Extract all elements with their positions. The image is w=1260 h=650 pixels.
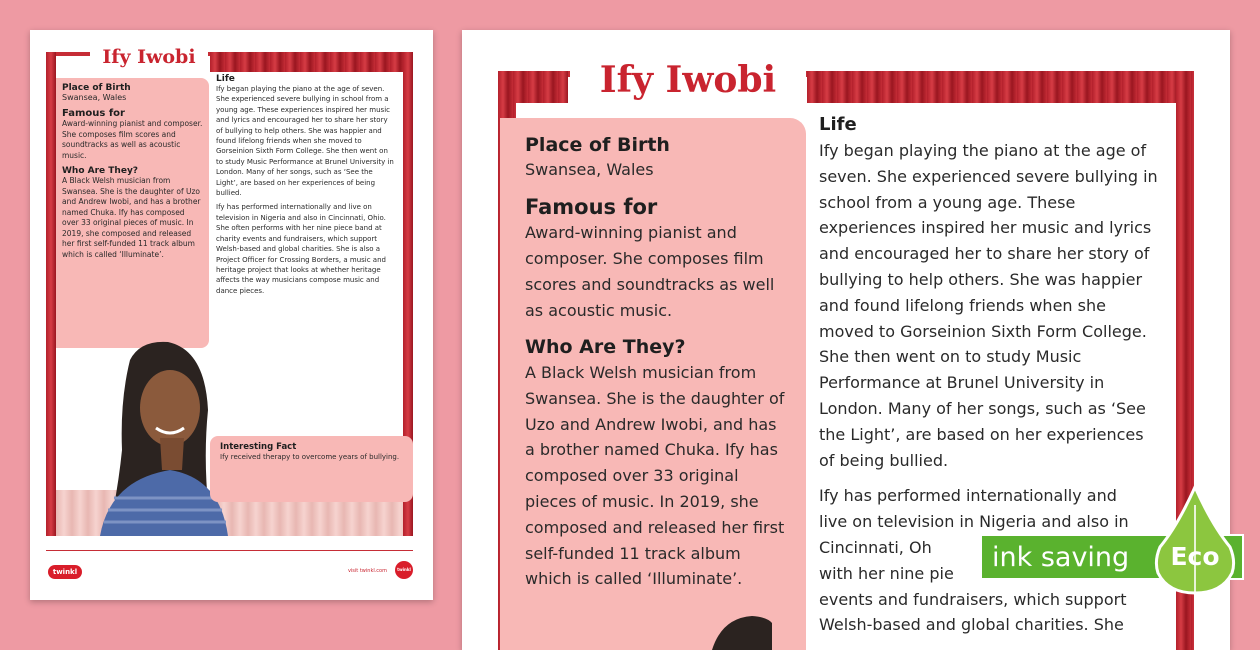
who-are-they-heading: Who Are They? xyxy=(525,336,686,358)
life-paragraph-1: Ify began playing the piano at the age of seven. She experienced severe bullying in school from a young age. These experiences inspired her music and lyrics and encouraged her to share her story of bullying to help others. She was happier and found lifelong friends when she moved to Gorseinion Sixth Form College. She then went on to study Music Performance at Brunel University in London. Many of her songs, such as ‘See the Light’, are based on her experiences of being bullied. xyxy=(819,141,1158,470)
place-of-birth-value: Swansea, Wales xyxy=(525,160,654,179)
famous-for-text: Award-winning pianist and composer. She composes film scores and soundtracks as well as acoustic music. xyxy=(525,223,775,320)
curtain-top xyxy=(807,71,1194,103)
famous-for-heading: Famous for xyxy=(525,195,658,219)
famous-for-heading: Famous for xyxy=(62,108,125,119)
life-paragraph-2-visible: Ify has performed internationally and live on television in Nigeria and also in Cincinnati, Oh xyxy=(819,486,1129,557)
ink-saving-label: ink saving xyxy=(992,542,1130,573)
life-heading: Life xyxy=(216,74,235,84)
who-are-they-text: A Black Welsh musician from Swansea. She is the daughter of Uzo and Andrew Iwobi, and has a brother named Chuka. Ify has composed over 33 original pieces of music. In 2019, she composed and released her first self-funded 11 track album which is called ‘Illuminate’. xyxy=(62,176,201,259)
who-are-they-text: A Black Welsh musician from Swansea. She is the daughter of Uzo and Andrew Iwobi, and has a brother named Chuka. Ify has composed over 33 original pieces of music. In 2019, she composed and released her first self-funded 11 track album which is called ‘Illuminate’. xyxy=(525,363,785,589)
life-paragraph-2-line4: with her nine pie xyxy=(819,563,954,583)
life-paragraph-2-line5: events and fundraisers, which support xyxy=(819,589,1127,609)
place-of-birth-heading: Place of Birth xyxy=(525,134,670,156)
interesting-fact-heading: Interesting Fact xyxy=(220,442,297,452)
curtain-top xyxy=(210,52,413,72)
footer-url: visit twinkl.com xyxy=(347,568,387,574)
page-preview-small xyxy=(30,30,433,600)
curtain-left xyxy=(46,52,56,536)
life-paragraph-2-line6: Welsh-based and global charities. She xyxy=(819,615,1124,635)
portrait-hair-top xyxy=(712,613,772,650)
interesting-fact-box xyxy=(210,436,413,502)
page-footer xyxy=(46,550,413,581)
info-box xyxy=(500,118,806,650)
life-heading: Life xyxy=(819,114,857,135)
place-of-birth-heading: Place of Birth xyxy=(62,83,131,93)
place-of-birth-value: Swansea, Wales xyxy=(62,93,127,102)
life-column xyxy=(216,74,396,296)
famous-for-text: Award-winning pianist and composer. She composes film scores and soundtracks as well as acoustic music. xyxy=(62,119,203,160)
page-title: Ify Iwobi xyxy=(570,54,806,106)
life-paragraph-2: Ify has performed internationally and live on television in Nigeria and also in Cincinnati, Ohio. She often performs with her nine piece band at charity events and fundraisers, which support Welsh-based and global charities. She is also a Project Officer for Crossing Borders, a music and heritage project that looks at whether heritage affects the way musicians compose music and dance pieces. xyxy=(216,203,386,295)
page-title: Ify Iwobi xyxy=(90,42,208,72)
life-paragraph-1: Ify began playing the piano at the age of seven. She experienced severe bullying in school from a young age. These experiences inspired her music and lyrics and encouraged her to share her story of bullying to help others. She was happier and found lifelong friends when she moved to Gorseinion Sixth Form College. She then went on to study Music Performance at Brunel University in London. Many of her songs, such as ‘See the Light’, are based on her experiences of being bullied. xyxy=(216,85,394,198)
info-box xyxy=(56,78,209,348)
ink-saving-eco-badge xyxy=(980,485,1260,595)
footer-badge: twinkl xyxy=(395,561,413,579)
portrait-illustration xyxy=(90,330,230,536)
eco-drop-icon xyxy=(1152,485,1238,595)
twinkl-logo: twinkl xyxy=(48,565,82,579)
who-are-they-heading: Who Are They? xyxy=(62,166,139,176)
eco-label: Eco xyxy=(1170,542,1220,571)
interesting-fact-text: Ify received therapy to overcome years of bullying. xyxy=(220,453,400,461)
